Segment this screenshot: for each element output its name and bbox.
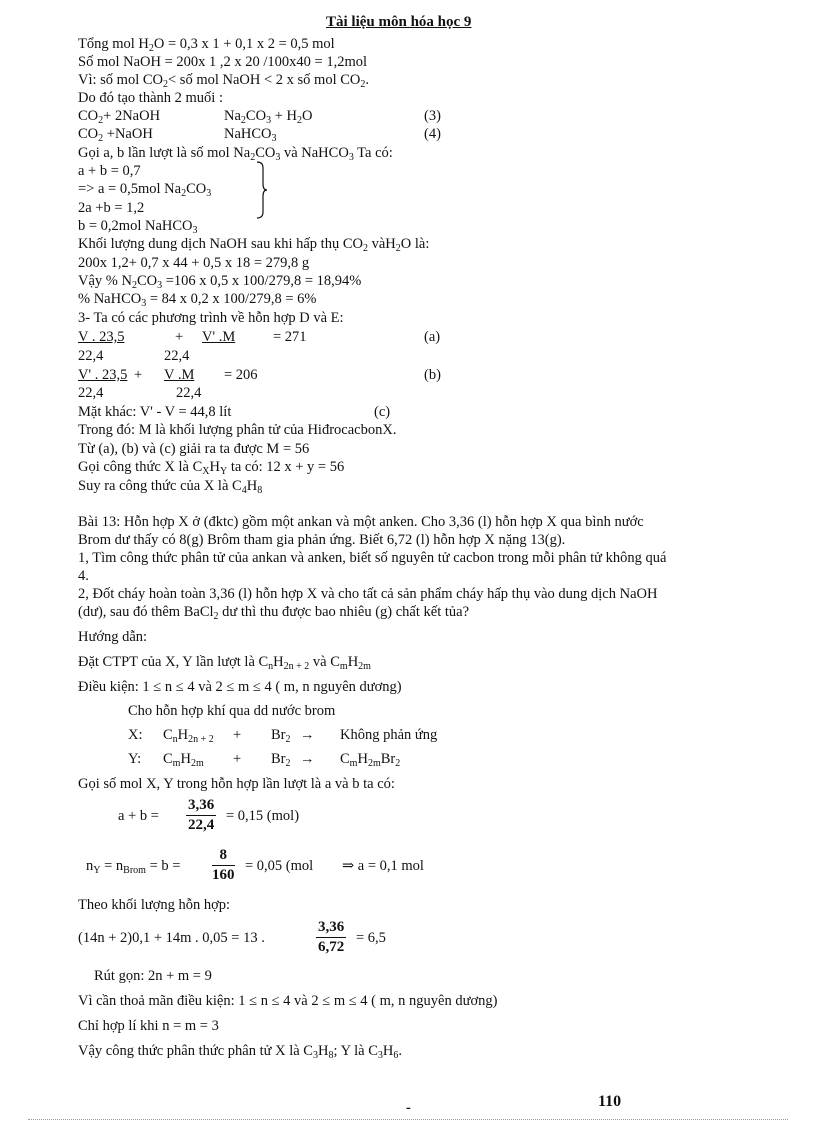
equation-label: (a) bbox=[424, 329, 441, 345]
fraction-numerator: V .M bbox=[164, 367, 195, 383]
reaction-reactant: $Br_2$ bbox=[271, 727, 291, 745]
text-line: 2a +b = 1,2 bbox=[78, 200, 145, 216]
equation-line: $CO_2$ +NaOH bbox=[78, 126, 153, 144]
equation-result: = 206 bbox=[224, 367, 258, 383]
fraction-denominator: 22,4 bbox=[176, 385, 202, 401]
reaction-label: X: bbox=[128, 727, 143, 743]
text-line: Vậy % $N_2CO_3 =106$ x 0,5 x 100/279,8 = 18,94% bbox=[78, 273, 362, 291]
equation-product: $Na_2CO_3 + H_2O$ bbox=[224, 108, 313, 126]
text-line: 2, Đốt cháy hoàn toàn 3,36 (l) hỗn hợp X và cho tất cả sản phẩm cháy hấp thụ vào dung dịch NaOH bbox=[78, 586, 658, 602]
equation-label: (b) bbox=[424, 367, 441, 383]
equation-result: = 6,5 bbox=[356, 930, 386, 946]
text-line: Điều kiện: 1 ≤ n ≤ 4 và 2 ≤ m ≤ 4 ( m, n nguyên dương) bbox=[78, 679, 402, 695]
page-header: Tài liệu môn hóa học 9 bbox=[326, 14, 472, 30]
text-line: Gọi số mol X, Y trong hỗn hợp lần lượt là a và b ta có: bbox=[78, 776, 395, 792]
operator: + bbox=[233, 751, 242, 767]
equation-result: = 0,15 (mol) bbox=[226, 808, 300, 824]
text-line: Bài 13: Hỗn hợp X ở (đktc) gồm một ankan và một anken. Cho 3,36 (l) hỗn hợp X qua bình nước bbox=[78, 514, 644, 530]
text-line: Vì: số mol $CO_2<$ số mol NaOH < 2 x số mol $CO_2$. bbox=[78, 72, 369, 90]
text-line: Do đó tạo thành 2 muối : bbox=[78, 90, 223, 106]
text-line: Suy ra công thức của X là $C_4H_8$ bbox=[78, 478, 263, 496]
fraction: $\frac{3,36}{6,72}$ bbox=[318, 919, 345, 955]
text-line: Gọi công thức X là $C_XH_Y$ ta có: 12 x + y = 56 bbox=[78, 459, 345, 477]
text-line: Từ (a), (b) và (c) giải ra ta được M = 56 bbox=[78, 441, 310, 457]
equation-label: (4) bbox=[424, 126, 441, 142]
equation-left: (14n + 2)0,1 + 14m . 0,05 = 13 . bbox=[78, 930, 265, 946]
text-line: 1, Tìm công thức phân tử của ankan và anken, biết số nguyên tử cacbon trong mỗi phân tử không quá bbox=[78, 550, 667, 566]
text-line: 3- Ta có các phương trình về hỗn hợp D và E: bbox=[78, 310, 344, 326]
fraction-numerator: V' .M bbox=[202, 329, 236, 345]
text-line: Rút gọn: 2n + m = 9 bbox=[94, 968, 212, 984]
reaction-result: Không phản ứng bbox=[340, 727, 438, 743]
operator: + bbox=[233, 727, 242, 743]
fraction-numerator: V' . 23,5 bbox=[78, 367, 128, 383]
text-line: Gọi a, b lần lượt là số mol $Na_2CO_3$ và NaHCO$_3$ Ta có: bbox=[78, 145, 393, 163]
text-line: b = 0,2mol NaHCO$_3$ bbox=[78, 218, 198, 236]
text-line: % NaHCO$_3$ = 84 x 0,2 x 100/279,8 = 6% bbox=[78, 291, 317, 309]
fraction: $\frac{3,36}{22,4}$ bbox=[188, 797, 215, 833]
text-line: Chỉ hợp lí khi n = m = 3 bbox=[78, 1018, 219, 1034]
reaction-label: Y: bbox=[128, 751, 142, 767]
text-line: 200x 1,2+ 0,7 x 44 + 0,5 x 18 = 279,8 g bbox=[78, 255, 310, 271]
fraction-denominator: 22,4 bbox=[78, 385, 104, 401]
reaction-reactant: $Br_2$ bbox=[271, 751, 291, 769]
text-line: a + b = 0,7 bbox=[78, 163, 141, 179]
text-line: => a = 0,5mol $Na_2CO_3$ bbox=[78, 181, 212, 199]
equation-left: $n_Y = n_{Brom} = b$ = bbox=[86, 858, 181, 876]
fraction-denominator: 22,4 bbox=[164, 348, 190, 364]
text-line: Theo khối lượng hỗn hợp: bbox=[78, 897, 231, 913]
text-line: Cho hỗn hợp khí qua dd nước brom bbox=[128, 703, 336, 719]
reaction-result: $C_mH_{2m}Br_2$ bbox=[340, 751, 401, 769]
fraction-numerator: V . 23,5 bbox=[78, 329, 125, 345]
equation-result: = 271 bbox=[273, 329, 307, 345]
fraction: $\frac{8}{160}$ bbox=[212, 847, 235, 883]
text-line: Mặt khác: V' - V = 44,8 lít bbox=[78, 404, 232, 420]
equation-label: (c) bbox=[374, 404, 391, 420]
reaction-reactant: $C_nH_{2n + 2}$ bbox=[163, 727, 214, 745]
operator: + bbox=[175, 329, 184, 345]
text-line: 4. bbox=[78, 568, 89, 584]
arrow-icon: → bbox=[300, 727, 315, 743]
equation-product: NaHCO$_3$ bbox=[224, 126, 277, 144]
page-number: 110 bbox=[598, 1093, 622, 1110]
brace-icon bbox=[254, 160, 268, 220]
arrow-icon: → bbox=[300, 751, 315, 767]
text-line: (dư), sau đó thêm BaCl$_2$ dư thì thu được bao nhiêu (g) chất kết tủa? bbox=[78, 604, 470, 622]
text-line: Hướng dẫn: bbox=[78, 629, 148, 645]
equation-label: (3) bbox=[424, 108, 441, 124]
equation-result: ⇒ a = 0,1 mol bbox=[342, 858, 424, 874]
text-line: Vì cần thoả mãn điều kiện: 1 ≤ n ≤ 4 và 2 ≤ m ≤ 4 ( m, n nguyên dương) bbox=[78, 993, 498, 1009]
footer-dash: - bbox=[406, 1100, 411, 1116]
text-line: Khối lượng dung dịch NaOH sau khi hấp thụ $CO_2$ vàH$_2$O là: bbox=[78, 236, 430, 254]
text-line: Trong đó: M là khối lượng phân tử của HiđrocacbonX. bbox=[78, 422, 397, 438]
text-line: Đặt CTPT của X, Y lần lượt là $C_nH_{2n + 2}$ và $C_mH_{2m}$ bbox=[78, 654, 371, 672]
text-line: Vậy công thức phân thức phân tử X là $C_3H_8$; Y là $C_3H_6$. bbox=[78, 1043, 403, 1061]
operator: + bbox=[134, 367, 143, 383]
equation-line: $CO_2+$ 2NaOH bbox=[78, 108, 161, 126]
fraction-denominator: 22,4 bbox=[78, 348, 104, 364]
reaction-reactant: $C_mH_{2m}$ bbox=[163, 751, 204, 769]
equation-left: a + b = bbox=[118, 808, 159, 824]
equation-result: = 0,05 (mol bbox=[245, 858, 314, 874]
text-line: Brom dư thấy có 8(g) Brôm tham gia phản ứng. Biết 6,72 (l) hỗn hợp X nặng 13(g). bbox=[78, 532, 566, 548]
text-line: Số mol NaOH = 200x 1 ,2 x 20 /100x40 = 1,2mol bbox=[78, 54, 368, 70]
footer-divider bbox=[28, 1119, 788, 1120]
text-line: Tổng mol $H_2O = 0,3$ x 1 + 0,1 x 2 = 0,5 mol bbox=[78, 36, 335, 54]
